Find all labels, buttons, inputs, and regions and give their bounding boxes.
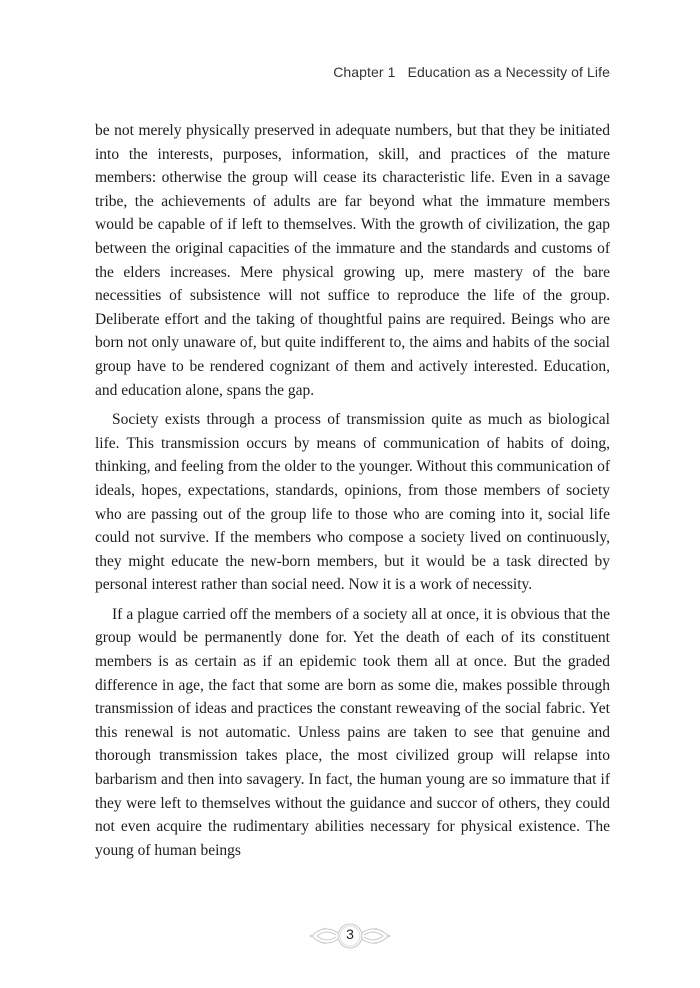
paragraph-2: Society exists through a process of transmission quite as much as biological life. This transmission occurs by means of communication of habits of doing, thinking, and feeling from the older to the younger. Without this communication of ideals, hopes, expectations, standards, opinions, from those members of society who are passing out of the group life to those who are coming into it, social life could not survive. If the members who compose a society lived on continuously, they might educate the new-born members, but it would be a task directed by personal interest rather than social need. Now it is a work of necessity. <box>95 411 610 594</box>
chapter-label: Chapter 1 <box>333 64 396 80</box>
chapter-title: Education as a Necessity of Life <box>407 64 610 80</box>
page-footer <box>0 921 700 951</box>
paragraph-1: be not merely physically preserved in adequate numbers, but that they be initiated into the interests, purposes, information, skill, and practices of the mature members: otherwise the group will cease its characteristic life. Even in a savage tribe, the achievements of adults are far beyond what the immature members would be capable of if left to themselves. With the growth of civilization, the gap between the original capacities of the immature and the standards and customs of the elders increases. Mere physical growing up, mere mastery of the bare necessities of subsistence will not suffice to reproduce the life of the group. Deliberate effort and the taking of thoughtful pains are required. Beings who are born not only unaware of, but quite indifferent to, the aims and habits of the social group have to be rendered cognizant of them and actively interested. Education, and education alone, spans the gap. <box>95 122 610 399</box>
paragraph-3: If a plague carried off the members of a society all at once, it is obvious that the group would be permanently done for. Yet the death of each of its constituent members is as certain as if an epidemic took them all at once. But the graded difference in age, the fact that some are born as some die, makes possible through transmission of ideas and practices the constant reweaving of the social fabric. Yet this renewal is not automatic. Unless pains are taken to see that genuine and thorough transmission takes place, the most civilized group will relapse into barbarism and then into savagery. In fact, the human young are so immature that if they were left to themselves without the guidance and succor of others, they could not even acquire the rudimentary abilities necessary for physical existence. The young of human beings <box>95 605 610 859</box>
running-head <box>333 64 610 80</box>
body-text <box>95 119 610 868</box>
page-number: 3 <box>346 926 354 942</box>
